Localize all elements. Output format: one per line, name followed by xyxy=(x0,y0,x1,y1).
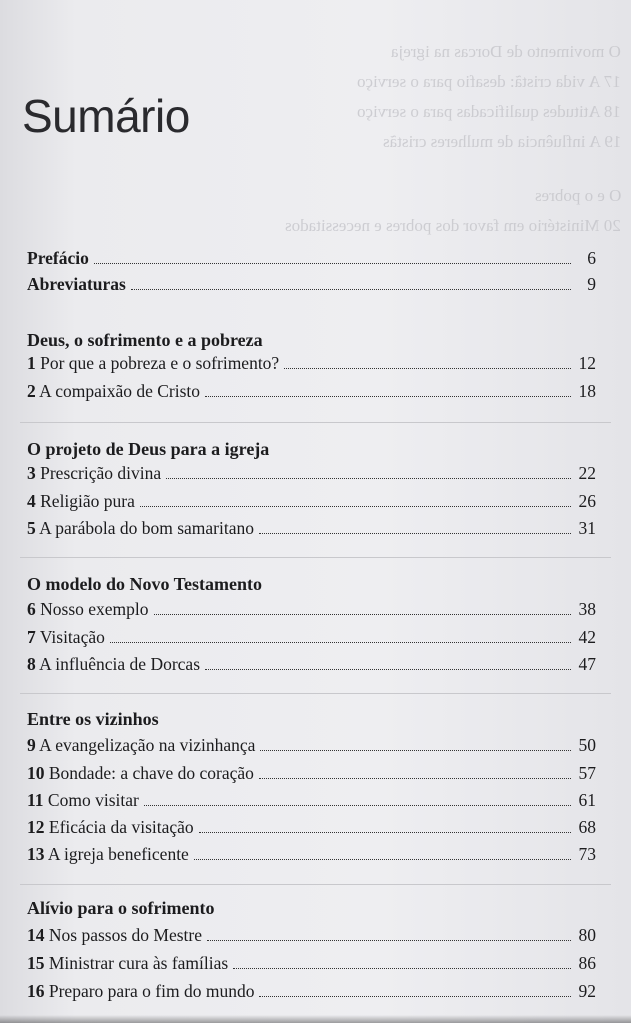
leader-dots xyxy=(194,859,571,860)
page-number: 57 xyxy=(578,763,596,783)
entry-label: 16 Preparo para o fim do mundo xyxy=(27,981,255,1001)
page-number: 9 xyxy=(587,274,596,294)
leader-dots xyxy=(154,614,571,615)
page-number: 12 xyxy=(578,353,596,373)
entry-label: 7 Visitação xyxy=(27,627,105,647)
entry-label: 1 Por que a pobreza e o sofrimento? xyxy=(27,353,280,373)
leader-dots xyxy=(233,968,571,969)
section-heading: Entre os vizinhos xyxy=(27,709,159,729)
toc-entry[interactable] xyxy=(27,380,596,402)
entry-label: 15 Ministrar cura às famílias xyxy=(27,953,229,973)
toc-entry[interactable] xyxy=(27,762,596,784)
section-divider xyxy=(20,884,611,885)
entry-label: 3 Prescrição divina xyxy=(27,463,162,483)
leader-dots xyxy=(199,832,571,833)
toc-entry[interactable] xyxy=(27,653,596,675)
entry-label: 9 A evangelização na vizinhança xyxy=(27,735,256,755)
section-heading: Alívio para o sofrimento xyxy=(27,898,215,918)
page-title: Sumário xyxy=(22,89,190,142)
entry-label: 13 A igreja beneficente xyxy=(27,844,189,864)
page-number: 68 xyxy=(578,817,596,837)
toc-entry[interactable] xyxy=(27,924,596,946)
section-heading: O projeto de Deus para a igreja xyxy=(27,439,270,459)
show-through-text: O e o pobres xyxy=(534,186,621,205)
page-number: 80 xyxy=(578,925,596,945)
toc-entry[interactable] xyxy=(27,789,596,811)
leader-dots xyxy=(260,750,571,751)
show-through-text: 20 Ministério em favor dos pobres e necessitados xyxy=(285,216,621,235)
toc-entry[interactable] xyxy=(27,734,596,756)
leader-dots xyxy=(259,533,571,534)
page-number: 86 xyxy=(578,953,596,973)
toc-entry[interactable] xyxy=(27,626,596,648)
entry-label: Abreviaturas xyxy=(27,274,126,294)
show-through-text: 19 A influência de mulheres cristãs xyxy=(382,132,621,151)
section-divider xyxy=(20,557,611,558)
entry-label: 8 A influência de Dorcas xyxy=(27,654,201,674)
entry-label: 14 Nos passos do Mestre xyxy=(27,925,202,945)
leader-dots xyxy=(94,263,571,264)
entry-label: 6 Nosso exemplo xyxy=(27,599,149,619)
leader-dots xyxy=(131,289,571,290)
toc-entry[interactable] xyxy=(27,598,596,620)
show-through-text: O movimento de Dorcas na igreja xyxy=(391,42,621,61)
page-number: 26 xyxy=(578,491,596,511)
page-edge-shadow xyxy=(0,1015,631,1023)
toc-entry[interactable] xyxy=(27,952,596,974)
section-heading: Deus, o sofrimento e a pobreza xyxy=(27,330,263,350)
section-heading: O modelo do Novo Testamento xyxy=(27,574,263,594)
page-number: 31 xyxy=(578,518,596,538)
show-through-text: 18 Atitudes qualificadas para o serviço xyxy=(357,102,621,121)
toc-entry[interactable] xyxy=(27,980,596,1002)
toc-entry[interactable] xyxy=(27,843,596,865)
page-number: 42 xyxy=(578,627,596,647)
toc-entry[interactable] xyxy=(27,517,596,539)
page-number: 73 xyxy=(578,844,596,864)
entry-label: 11 Como visitar xyxy=(27,790,139,810)
page-number: 61 xyxy=(578,790,596,810)
leader-dots xyxy=(207,940,571,941)
toc-entry[interactable] xyxy=(27,352,596,374)
section-divider xyxy=(20,693,611,694)
page-number: 22 xyxy=(578,463,596,483)
leader-dots xyxy=(205,669,571,670)
leader-dots xyxy=(110,642,571,643)
section-divider xyxy=(20,422,611,423)
entry-label: 10 Bondade: a chave do coração xyxy=(27,763,254,783)
page-number: 92 xyxy=(578,981,596,1001)
entry-label: 4 Religião pura xyxy=(27,491,135,511)
page-number: 38 xyxy=(578,599,596,619)
entry-label: 2 A compaixão de Cristo xyxy=(27,381,201,401)
page-number: 18 xyxy=(578,381,596,401)
entry-label: 5 A parábola do bom samaritano xyxy=(27,518,254,538)
leader-dots xyxy=(259,996,571,997)
entry-label: Prefácio xyxy=(27,248,89,268)
page-number: 6 xyxy=(587,248,596,268)
entry-label: 12 Eficácia da visitação xyxy=(27,817,194,837)
toc-entry[interactable] xyxy=(27,490,596,512)
toc-entry[interactable] xyxy=(27,816,596,838)
leader-dots xyxy=(259,778,571,779)
toc-entry-abreviaturas[interactable] xyxy=(27,273,596,295)
leader-dots xyxy=(166,478,571,479)
show-through-text: 17 A vida cristã: desafio para o serviço xyxy=(357,72,621,91)
leader-dots xyxy=(205,396,571,397)
leader-dots xyxy=(140,506,571,507)
page-number: 50 xyxy=(578,735,596,755)
page-number: 47 xyxy=(578,654,596,674)
leader-dots xyxy=(144,805,571,806)
toc-entry-prefacio[interactable] xyxy=(27,247,596,269)
leader-dots xyxy=(284,368,571,369)
toc-entry[interactable] xyxy=(27,462,596,484)
